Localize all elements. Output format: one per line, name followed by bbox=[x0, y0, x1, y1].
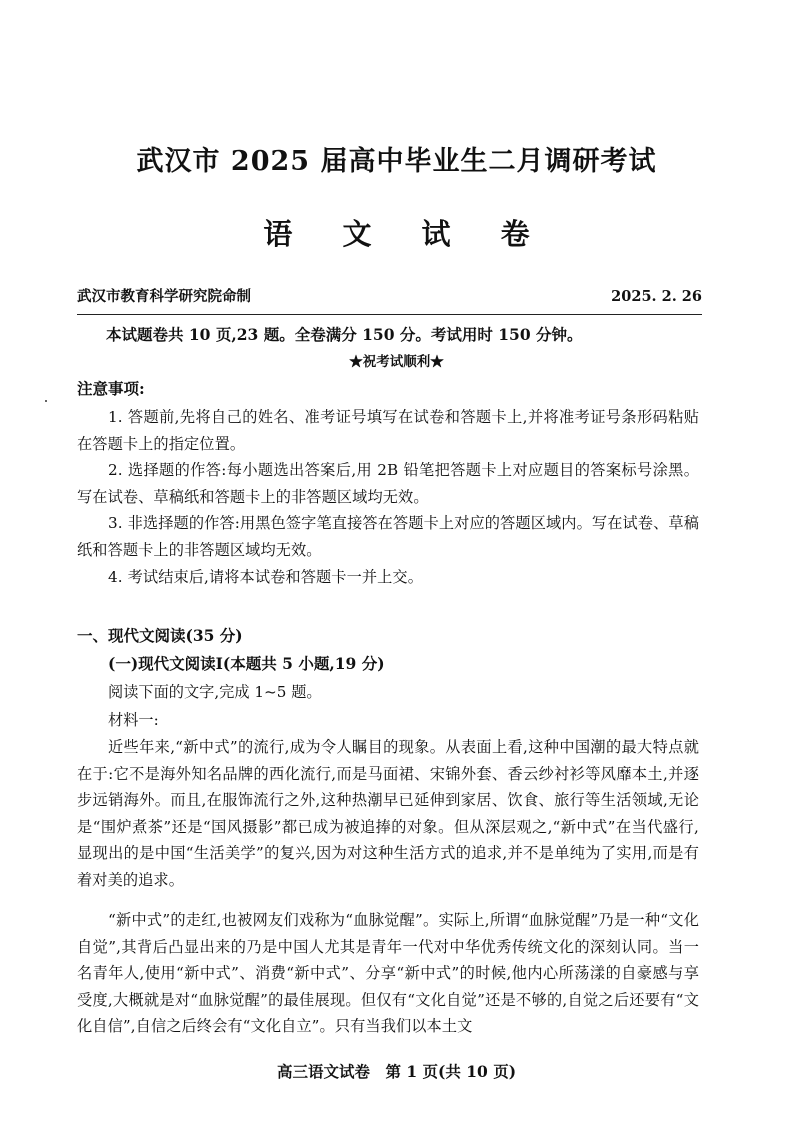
section-heading: 一、现代文阅读(35 分) bbox=[77, 626, 243, 645]
notice-item: 1. 答题前,先将自己的姓名、准考证号填写在试卷和答题卡上,并将准考证号条形码粘贴在答题卡上的指定位置。 bbox=[77, 408, 699, 453]
exam-info: 本试题卷共 10 页,23 题。全卷满分 150 分。考试用时 150 分钟。 bbox=[106, 325, 583, 344]
scan-speck bbox=[45, 400, 47, 402]
exam-date: 2025. 2. 26 bbox=[611, 288, 702, 305]
reading-instruction: 阅读下面的文字,完成 1~5 题。 bbox=[108, 683, 322, 701]
exam-title: 武汉市 2025 届高中毕业生二月调研考试 bbox=[136, 146, 657, 177]
exam-subtitle: 语 文 试 卷 bbox=[263, 217, 550, 251]
material-label: 材料一: bbox=[108, 711, 159, 729]
material-paragraph: 近些年来,“新中式”的流行,成为令人瞩目的现象。从表面上看,这种中国潮的最大特点就在于:它不是海外知名品牌的西化流行,而是马面裙、宋锦外套、香云纱衬衫等风靡本土,并逐步远销海外。而且,在服饰流行之外,这种热潮早已延伸到家居、饮食、旅行等生活领域,无论是“围炉煮茶”还是“国风摄影”都已成为被追捧的对象。但从深层观之,“新中式”在当代盛行,显现出的是中国“生活美学”的复兴,因为对这种生活方式的追求,并不是单纯为了实用,而是有着对美的追求。 bbox=[77, 738, 699, 889]
notice-item: 2. 选择题的作答:每小题选出答案后,用 2B 铅笔把答题卡上对应题目的答案标号涂黑。写在试卷、草稿纸和答题卡上的非答题区域均无效。 bbox=[77, 461, 699, 506]
material-paragraph: “新中式”的走红,也被网友们戏称为“血脉觉醒”。实际上,所谓“血脉觉醒”乃是一种“文化自觉”,其背后凸显出来的乃是中国人尤其是青年一代对中华优秀传统文化的深刻认同。当一名青年人,使用“新中式”、消费“新中式”、分享“新中式”的时候,他内心所荡漾的自豪感与享受度,大概就是对“血脉觉醒”的最佳展现。但仅有“文化自觉”还是不够的,自觉之后还要有“文化自信”,自信之后终会有“文化自立”。只有当我们以本土文 bbox=[77, 911, 699, 1035]
notice-item: 3. 非选择题的作答:用黑色签字笔直接答在答题卡上对应的答题区域内。写在试卷、草稿纸和答题卡上的非答题区域均无效。 bbox=[77, 514, 699, 559]
header-rule bbox=[77, 314, 702, 315]
good-luck-line: ★祝考试顺利★ bbox=[349, 354, 444, 370]
subsection-heading: (一)现代文阅读Ⅰ(本题共 5 小题,19 分) bbox=[108, 654, 385, 673]
issuer-row bbox=[77, 286, 702, 308]
issuer: 武汉市教育科学研究院命制 bbox=[77, 288, 251, 305]
notice-heading: 注意事项: bbox=[77, 379, 145, 398]
notice-item: 4. 考试结束后,请将本试卷和答题卡一并上交。 bbox=[108, 568, 424, 586]
page-footer: 高三语文试卷 第 1 页(共 10 页) bbox=[276, 1062, 517, 1081]
